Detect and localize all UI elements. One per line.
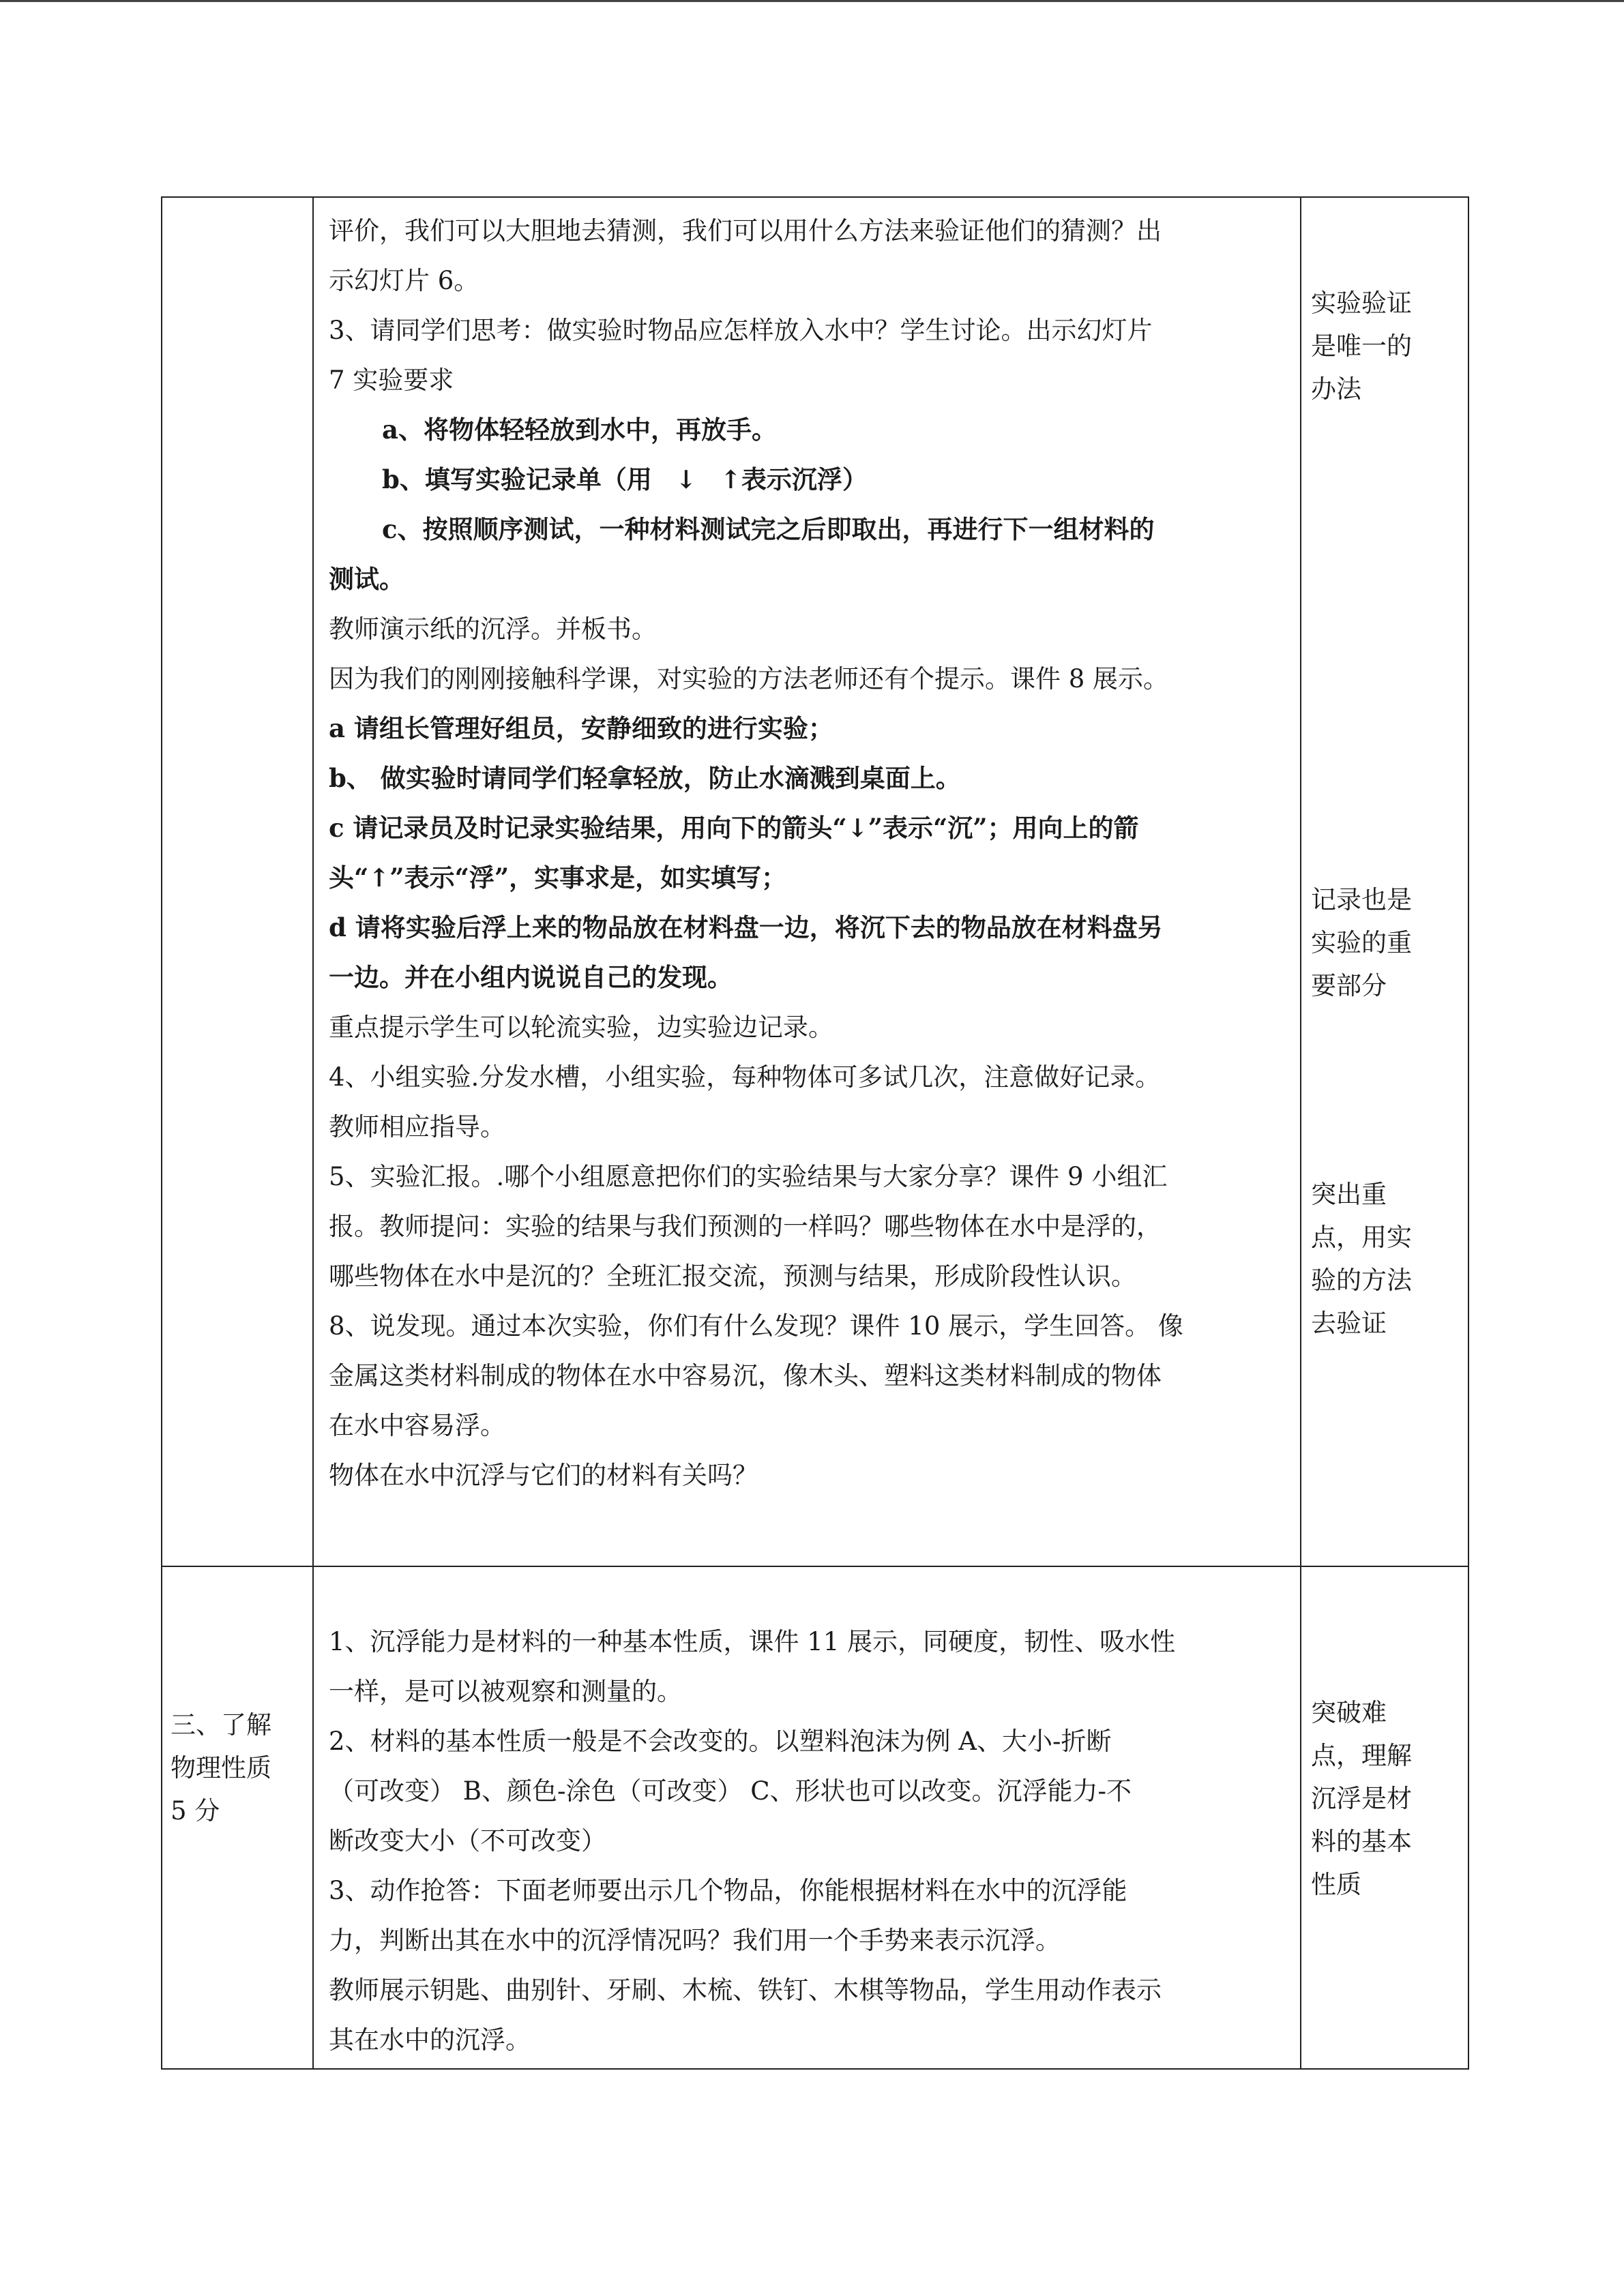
- text-line: 评价，我们可以大胆地去猜测，我们可以用什么方法来验证他们的猜测？出: [329, 216, 1162, 245]
- text-line: 一样，是可以被观察和测量的。: [329, 1677, 682, 1706]
- text-line: d 请将实验后浮上来的物品放在材料盘一边，将沉下去的物品放在材料盘另: [329, 912, 1163, 942]
- stage-label-line: 物理性质: [171, 1753, 271, 1783]
- stage-label-line: 5 分: [171, 1796, 220, 1825]
- text-line: 金属这类材料制成的物体在水中容易沉，像木头、塑料这类材料制成的物体: [329, 1361, 1162, 1390]
- design-note: [1301, 1691, 1421, 1906]
- table-row: [162, 1566, 1468, 2069]
- note-line: 办法: [1311, 374, 1361, 404]
- stage-label-line: 三、了解: [171, 1710, 271, 1740]
- text-span: b、填写实验记录单（用: [382, 464, 652, 494]
- text-line: 测试。: [329, 564, 404, 594]
- page-top-border: [0, 0, 1624, 2]
- text-line: [329, 455, 1288, 505]
- text-line: 8、说发现。通过本次实验，你们有什么发现？课件 10 展示，学生回答。 像: [329, 1311, 1183, 1341]
- text-line: 重点提示学生可以轮流实验，边实验边记录。: [329, 1013, 833, 1042]
- text-line: 其在水中的沉浮。: [329, 2025, 531, 2055]
- note-line: 突出重: [1311, 1180, 1387, 1209]
- text-line: 2、材料的基本性质一般是不会改变的。以塑料泡沫为例 A、大小-折断: [329, 1727, 1112, 1756]
- text-line: a、将物体轻轻放到水中，再放手。: [382, 415, 777, 445]
- lesson-plan-table: [161, 196, 1469, 2070]
- blank-line: [329, 1567, 1288, 1617]
- design-note: [1301, 282, 1421, 411]
- note-line: 料的基本: [1311, 1827, 1412, 1856]
- text-span: ↑表示沉浮）: [720, 464, 868, 494]
- note-line: 实验的重: [1311, 928, 1412, 957]
- text-line: （可改变） B、颜色-涂色（可改变） C、形状也可以改变。沉浮能力-不: [329, 1776, 1132, 1806]
- text-line: 因为我们的刚刚接触科学课，对实验的方法老师还有个提示。课件 8 展示。: [329, 664, 1169, 694]
- text-line: a 请组长管理好组员，安静细致的进行实验；: [329, 713, 833, 743]
- note-line: 记录也是: [1311, 885, 1412, 914]
- down-arrow-icon: ↓: [675, 464, 697, 494]
- note-line: 点，理解: [1311, 1741, 1412, 1770]
- design-note: [1301, 878, 1421, 1007]
- text-line: c、按照顺序测试，一种材料测试完之后即取出，再进行下一组材料的: [382, 514, 1155, 544]
- text-line: 示幻灯片 6。: [329, 266, 479, 295]
- text-line: 一边。并在小组内说说自己的发现。: [329, 962, 733, 992]
- stage-cell: [162, 1566, 313, 2069]
- note-line: 验的方法: [1311, 1266, 1412, 1295]
- intent-cell: [1301, 197, 1468, 1566]
- text-line: 教师演示纸的沉浮。并板书。: [329, 614, 657, 644]
- intent-cell: [1301, 1566, 1468, 2069]
- note-line: 性质: [1311, 1870, 1361, 1899]
- text-line: c 请记录员及时记录实验结果，用向下的箭头“↓”表示“沉”；用向上的箭: [329, 813, 1139, 843]
- design-note: [1301, 1173, 1421, 1345]
- text-line: 1、沉浮能力是材料的一种基本性质，课件 11 展示，同硬度，韧性、吸水性: [329, 1627, 1176, 1656]
- text-line: 在水中容易浮。: [329, 1411, 505, 1440]
- note-line: 要部分: [1311, 971, 1387, 1000]
- note-line: 点，用实: [1311, 1223, 1412, 1252]
- stage-cell: [162, 197, 313, 1566]
- note-line: 去验证: [1311, 1309, 1387, 1338]
- text-line: 断改变大小（不可改变）: [329, 1826, 606, 1855]
- text-line: 4、小组实验.分发水槽，小组实验，每种物体可多试几次，注意做好记录。: [329, 1062, 1161, 1092]
- process-cell: [313, 1566, 1301, 2069]
- text-line: 3、动作抢答：下面老师要出示几个物品，你能根据材料在水中的沉浮能: [329, 1876, 1127, 1905]
- note-line: 突破难: [1311, 1698, 1387, 1727]
- text-line: 7 实验要求: [329, 366, 454, 395]
- text-line: 头“↑”表示“浮”，实事求是，如实填写；: [329, 863, 787, 893]
- text-line: 3、请同学们思考：做实验时物品应怎样放入水中？学生讨论。出示幻灯片: [329, 316, 1153, 345]
- process-cell: [313, 197, 1301, 1566]
- text-line: 哪些物体在水中是沉的？全班汇报交流，预测与结果，形成阶段性认识。: [329, 1262, 1136, 1291]
- text-line: 物体在水中沉浮与它们的材料有关吗？: [329, 1461, 758, 1490]
- table-row: [162, 197, 1468, 1566]
- text-line: 5、实验汇报。.哪个小组愿意把你们的实验结果与大家分享？课件 9 小组汇: [329, 1162, 1168, 1191]
- stage-label: [162, 1703, 280, 1832]
- note-line: 是唯一的: [1311, 331, 1412, 361]
- text-line: 报。教师提问：实验的结果与我们预测的一样吗？哪些物体在水中是浮的，: [329, 1212, 1162, 1241]
- text-line: 教师展示钥匙、曲别针、牙刷、木梳、铁钉、木棋等物品，学生用动作表示: [329, 1976, 1162, 2005]
- text-line: 力，判断出其在水中的沉浮情况吗？我们用一个手势来表示沉浮。: [329, 1926, 1061, 1955]
- text-line: 教师相应指导。: [329, 1112, 505, 1142]
- text-line: b、 做实验时请同学们轻拿轻放，防止水滴溅到桌面上。: [329, 763, 961, 793]
- note-line: 实验验证: [1311, 288, 1412, 318]
- note-line: 沉浮是材: [1311, 1784, 1412, 1813]
